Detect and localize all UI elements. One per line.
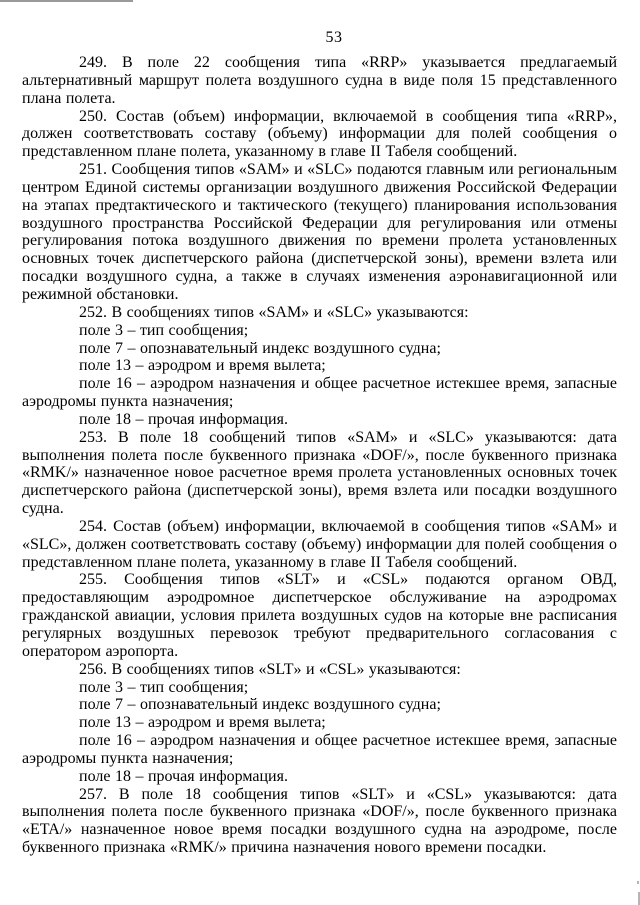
paragraph-257: 257. В поле 18 сообщения типов «SLT» и «CSL» указываются: дата выполнения полета после буквенного признака «DOF/», после буквенного признака «ETA/» назначенное новое время посадки воздушного судна на аэродроме, после буквенного признака «RMK/» причина назначения нового времени посадки. (22, 785, 617, 857)
paragraph-252-field-7: поле 7 – опознавательный индекс воздушного судна; (79, 339, 441, 357)
paragraph-250: 250. Состав (объем) информации, включаемой в сообщения типа «RRP», должен соответствовать составу (объему) информации для полей сообщения о представленном плане полета, указанному в главе II Табеля сообщений. (22, 107, 617, 161)
page-number (0, 29, 640, 47)
paragraph-249: 249. В поле 22 сообщения типа «RRP» указывается предлагаемый альтернативный маршрут полета воздушного судна в виде поля 15 представленного плана полета. (22, 54, 617, 107)
paragraph-252-field-3: поле 3 – тип сообщения; (79, 321, 249, 339)
paragraph-252-field-18: поле 18 – прочая информация. (79, 410, 288, 428)
paragraph-255: 255. Сообщения типов «SLT» и «CSL» подаются органом ОВД, предоставляющим аэродромное диспетчерское обслуживание на аэродромах гражданской авиации, условия прилета воздушных судов на которые вне расписания регулярных воздушных перевозок требуют предварительного согласования с оператором аэропорта. (22, 571, 617, 660)
paragraph-256-field-7: поле 7 – опознавательный индекс воздушного судна; (79, 696, 441, 714)
scan-artifact-dot (637, 881, 639, 884)
paragraph-256-field-16: поле 16 – аэродром назначения и общее расчетное истекшее время, запасные аэродромы пункта назначения; (22, 732, 617, 767)
paragraph-251: 251. Сообщения типов «SAM» и «SLC» подаются главным или региональным центром Единой системы организации воздушного движения Российской Федерации на этапах предтактического и тактического (текущего) планирования использования воздушного пространства Российской Федерации для регулирования или отмены регулирования потока воздушного движения по времени пролета установленных основных точек диспетчерского района (диспетчерской зоны), времени взлета или посадки воздушного судна, а также в случаях изменения аэронавигационной или режимной обстановки. (22, 161, 617, 303)
paragraph-256-field-3: поле 3 – тип сообщения; (79, 678, 249, 696)
paragraph-252-field-13: поле 13 – аэродром и время вылета; (79, 357, 326, 375)
scan-artifact-top-line (0, 0, 133, 2)
page-number-value: 53 (325, 29, 343, 46)
document-body (22, 54, 617, 857)
paragraph-256-field-13: поле 13 – аэродром и время вылета; (79, 714, 326, 732)
paragraph-254: 254. Состав (объем) информации, включаемой в сообщения типов «SAM» и «SLC», должен соответствовать составу (объему) информации для полей сообщения о представленном плане полета, указанному в главе II Табеля сообщений. (22, 517, 617, 571)
paragraph-253: 253. В поле 18 сообщений типов «SAM» и «SLC» указываются: дата выполнения полета после буквенного признака «DOF/», после буквенного признака «RMK/» назначенное новое расчетное время пролета установленных основных точек диспетчерского района (диспетчерской зоны), время взлета или посадки воздушного судна. (22, 428, 617, 518)
paragraph-252-field-16: поле 16 – аэродром назначения и общее расчетное истекшее время, запасные аэродромы пункта назначения; (22, 375, 617, 411)
paragraph-256: 256. В сообщениях типов «SLT» и «CSL» указываются: (79, 660, 461, 678)
paragraph-256-field-18: поле 18 – прочая информация. (79, 767, 288, 785)
paragraph-252: 252. В сообщениях типов «SAM» и «SLC» указываются: (79, 303, 469, 321)
